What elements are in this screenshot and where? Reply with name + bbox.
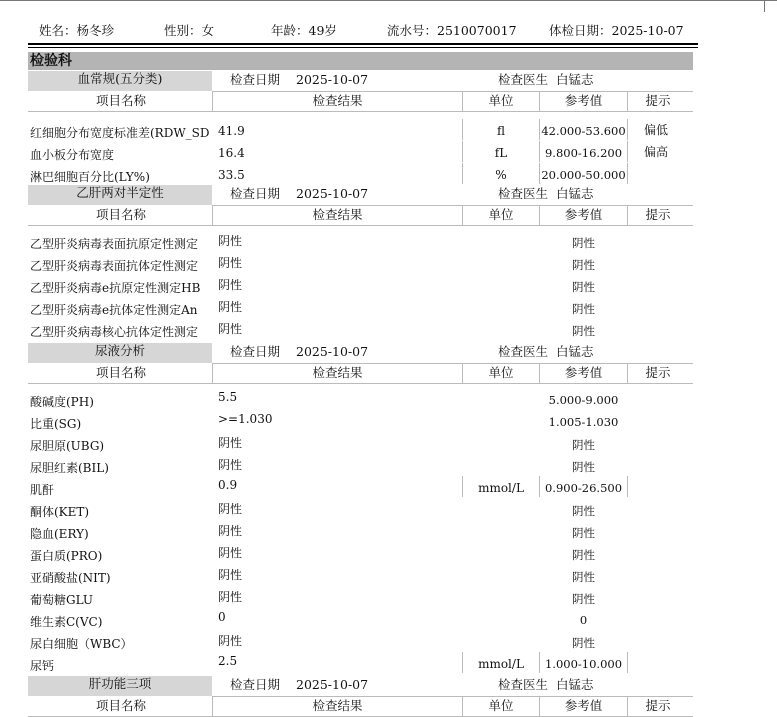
- patient-name: 姓名：杨冬珍: [39, 23, 115, 38]
- table-row: [0, 388, 777, 410]
- item-result: 阴性: [218, 568, 243, 582]
- item-reference: 阴性: [572, 570, 595, 584]
- page-edge: [0, 0, 777, 1]
- item-unit: mmol/L: [478, 481, 524, 495]
- item-result: 41.9: [218, 124, 245, 138]
- table-row: [0, 296, 777, 318]
- column-header-item: 项目名称: [95, 698, 146, 713]
- table-row: [0, 432, 777, 454]
- item-unit: fl: [496, 124, 505, 138]
- cell-divider: [627, 119, 628, 140]
- column-header-unit: 单位: [488, 698, 514, 713]
- item-reference: 1.005-1.030: [548, 415, 619, 429]
- department-title: 检验科: [28, 52, 693, 70]
- item-result: 阴性: [218, 590, 243, 604]
- item-name: 酮体(KET): [30, 505, 90, 519]
- item-name: 乙型肝炎病毒表面抗原定性测定: [30, 237, 199, 251]
- cell-divider: [627, 141, 628, 162]
- check-date-value: 2025-10-07: [296, 677, 369, 692]
- check-date-value: 2025-10-07: [296, 72, 369, 87]
- item-reference: 阴性: [572, 280, 595, 294]
- header-rule-thin: [28, 47, 698, 48]
- item-flag: 偏低: [644, 123, 669, 137]
- section-4: [0, 676, 777, 714]
- check-doctor-label: 检查医生: [498, 72, 549, 87]
- patient-age: 年龄：49岁: [271, 23, 337, 38]
- column-header-result: 检查结果: [312, 93, 363, 108]
- table-row: [0, 410, 777, 432]
- check-date-label: 检查日期: [230, 186, 281, 201]
- section-1: [0, 71, 777, 109]
- check-doctor-label: 检查医生: [498, 677, 549, 692]
- item-name: 酸碱度(PH): [30, 395, 94, 409]
- column-header-result: 检查结果: [312, 365, 363, 380]
- item-reference: 阴性: [572, 526, 595, 540]
- column-header-ref: 参考值: [564, 365, 603, 380]
- item-result: 阴性: [218, 546, 243, 560]
- table-row: [0, 163, 777, 185]
- serial-number: 流水号：2510070017: [387, 23, 517, 38]
- header-rule: [28, 43, 698, 45]
- item-unit: %: [495, 168, 507, 182]
- item-reference: 20.000-50.000: [541, 168, 626, 182]
- section-3: [0, 343, 777, 381]
- item-reference: 9.800-16.200: [544, 146, 623, 160]
- item-result: 阴性: [218, 234, 243, 248]
- item-name: 血小板分布宽度: [30, 148, 115, 162]
- item-reference: 5.000-9.000: [548, 393, 619, 407]
- item-result: 2.5: [218, 654, 238, 668]
- table-row: [0, 119, 777, 141]
- item-name: 蛋白质(PRO): [30, 549, 103, 563]
- item-name: 红细胞分布宽度标准差(RDW_SD: [30, 126, 210, 140]
- header-bottom-rule: [28, 383, 693, 384]
- item-name: 比重(SG): [30, 417, 82, 431]
- item-name: 尿胆原(UBG): [30, 439, 105, 453]
- item-reference: 阴性: [572, 324, 595, 338]
- check-date-value: 2025-10-07: [296, 344, 369, 359]
- column-header-ref: 参考值: [564, 93, 603, 108]
- table-row: [0, 230, 777, 252]
- check-doctor-value: 白锰志: [556, 186, 594, 201]
- item-reference: 阴性: [572, 438, 595, 452]
- item-name: 淋巴细胞百分比(LY%): [30, 170, 150, 184]
- item-result: 阴性: [218, 322, 243, 336]
- column-header-item: 项目名称: [95, 93, 146, 108]
- item-name: 葡萄糖GLU: [30, 593, 94, 607]
- section-title: 血常规(五分类): [28, 71, 212, 91]
- item-name: 尿胆红素(BIL): [30, 461, 109, 475]
- item-unit: mmol/L: [478, 657, 524, 671]
- column-header-result: 检查结果: [312, 698, 363, 713]
- table-row: [0, 318, 777, 340]
- check-doctor-label: 检查医生: [498, 186, 549, 201]
- item-result: 16.4: [218, 146, 245, 160]
- table-row: [0, 498, 777, 520]
- table-row: [0, 141, 777, 163]
- item-result: 阴性: [218, 634, 243, 648]
- table-row: [0, 542, 777, 564]
- item-reference: 0: [579, 613, 588, 627]
- column-header-unit: 单位: [488, 207, 514, 222]
- table-row: [0, 274, 777, 296]
- check-date-label: 检查日期: [230, 677, 281, 692]
- item-result: 33.5: [218, 168, 245, 182]
- item-flag: 偏高: [644, 145, 669, 159]
- column-header-flag: 提示: [645, 207, 671, 222]
- header-bottom-rule: [28, 111, 693, 112]
- item-name: 隐血(ERY): [30, 527, 89, 541]
- column-header-ref: 参考值: [564, 207, 603, 222]
- item-result: 阴性: [218, 502, 243, 516]
- table-row: [0, 608, 777, 630]
- item-reference: 0.900-26.500: [544, 481, 623, 495]
- section-title: 肝功能三项: [28, 676, 212, 696]
- item-reference: 阴性: [572, 236, 595, 250]
- check-doctor-value: 白锰志: [556, 677, 594, 692]
- table-row: [0, 652, 777, 674]
- column-header-item: 项目名称: [95, 365, 146, 380]
- item-result: 0.9: [218, 478, 238, 492]
- column-header-flag: 提示: [645, 365, 671, 380]
- item-reference: 阴性: [572, 636, 595, 650]
- item-result: 阴性: [218, 436, 243, 450]
- item-name: 乙型肝炎病毒核心抗体定性测定: [30, 325, 199, 339]
- check-doctor-value: 白锰志: [556, 72, 594, 87]
- item-result: 阴性: [218, 278, 243, 292]
- item-name: 乙型肝炎病毒e抗原定性测定HB: [30, 281, 201, 295]
- section-2: [0, 185, 777, 223]
- item-result: 5.5: [218, 390, 238, 404]
- check-date-value: 2025-10-07: [296, 186, 369, 201]
- item-result: 阴性: [218, 300, 243, 314]
- item-name: 尿白细胞（WBC）: [30, 637, 133, 651]
- item-result: 阴性: [218, 256, 243, 270]
- column-header-flag: 提示: [645, 93, 671, 108]
- page-edge-marker: [764, 0, 765, 12]
- table-row: [0, 476, 777, 498]
- table-row: [0, 586, 777, 608]
- item-result: 阴性: [218, 524, 243, 538]
- item-reference: 阴性: [572, 258, 595, 272]
- item-result: 0: [218, 610, 226, 624]
- item-name: 尿钙: [30, 659, 55, 673]
- column-header-unit: 单位: [488, 93, 514, 108]
- check-doctor-value: 白锰志: [556, 344, 594, 359]
- cell-divider: [627, 476, 628, 497]
- cell-divider: [627, 163, 628, 184]
- column-header-result: 检查结果: [312, 207, 363, 222]
- section-title: 乙肝两对半定性: [28, 185, 212, 205]
- item-name: 乙型肝炎病毒e抗体定性测定An: [30, 303, 198, 317]
- item-reference: 阴性: [572, 302, 595, 316]
- item-name: 肌酐: [30, 483, 55, 497]
- check-doctor-label: 检查医生: [498, 344, 549, 359]
- item-reference: 阴性: [572, 592, 595, 606]
- item-name: 乙型肝炎病毒表面抗体定性测定: [30, 259, 199, 273]
- item-reference: 1.000-10.000: [544, 657, 623, 671]
- table-row: [0, 630, 777, 652]
- patient-gender: 性别：女: [164, 23, 215, 38]
- header-bottom-rule: [28, 225, 693, 226]
- item-reference: 阴性: [572, 460, 595, 474]
- column-header-item: 项目名称: [95, 207, 146, 222]
- item-name: 亚硝酸盐(NIT): [30, 571, 111, 585]
- column-header-ref: 参考值: [564, 698, 603, 713]
- item-unit: fL: [494, 146, 508, 160]
- table-row: [0, 564, 777, 586]
- item-reference: 42.000-53.600: [541, 124, 626, 138]
- exam-date: 体检日期：2025-10-07: [549, 23, 684, 38]
- item-name: 维生素C(VC): [30, 615, 103, 629]
- table-row: [0, 520, 777, 542]
- table-row: [0, 454, 777, 476]
- section-title: 尿液分析: [28, 343, 212, 363]
- check-date-label: 检查日期: [230, 344, 281, 359]
- item-result: >=1.030: [218, 412, 273, 426]
- check-date-label: 检查日期: [230, 72, 281, 87]
- table-row: [0, 252, 777, 274]
- item-reference: 阴性: [572, 548, 595, 562]
- item-reference: 阴性: [572, 504, 595, 518]
- column-header-unit: 单位: [488, 365, 514, 380]
- column-header-flag: 提示: [645, 698, 671, 713]
- item-result: 阴性: [218, 458, 243, 472]
- cell-divider: [627, 652, 628, 673]
